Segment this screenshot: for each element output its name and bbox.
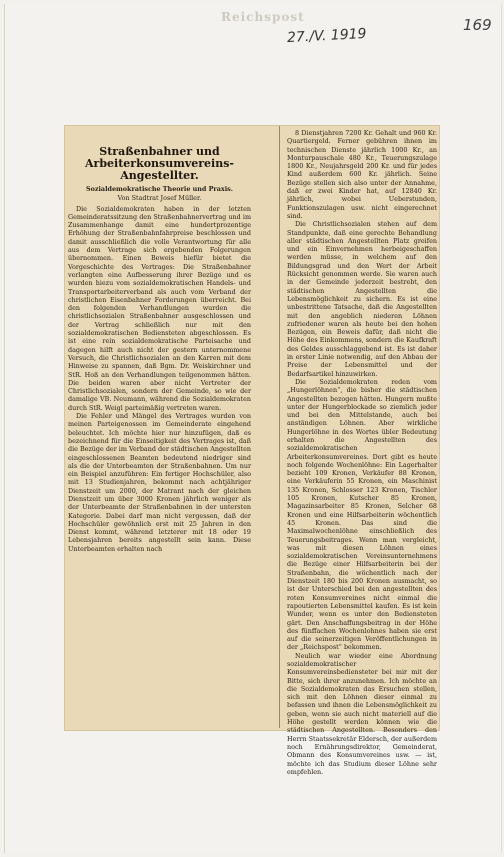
article-paragraph: Die Fehler und Mängel des Vertrages wurden von meinen Parteigenossen im Gemeinderate eingehend beleuchtet. Ich möchte hier nur hinzufügen, daß es bezeichnend für die Einseitigkeit des Vertrages ist, daß die Bezüge der im Verband der städtischen Angestellten eingeschlossenen Beamten bedeutend niedriger sind als die der Unterbeamten der Straßenbahnen. Um nur ein Beispiel anzuführen: Ein fertiger Hochschüler, also mit 13 Studienjahren, bekommt nach achtjähriger Dienstzeit um 2000, der Matrant nach der gleichen Dienstzeit um über 3000 Kronen jährlich weniger als der Unterbeamte der Straßenbahnen in der untersten Kategorie. Dabei darf man nicht vergessen, daß der Hochschüler gewöhnlich erst mit 25 Jahren in den Dienst kommt, während letzterer mit 18 oder 19 Lebensjahren bereits angestellt sein kann. Diese Unterbeamten erhalten nach — [68, 412, 251, 553]
article-paragraph: 8 Dienstjahren 7200 Kr. Gehalt und 960 Kr. Quartiergeld. Ferner gebühren ihnen im technischen Dienste jährlich 1000 Kr., an Monturpauschale 480 Kr., Teuerungszulage 1800 Kr., Neujahrsgeld 200 Kr. und für jedes Kind außerdem 600 Kr. jährlich. Seine Bezüge stellen sich also unter der Annahme, daß er zwei Kinder hat, auf 12840 Kr. jährlich, wobei Ueberstunden, Funktionszulagen usw. nicht eingerechnet sind. — [287, 129, 437, 220]
article-paragraph: Die Christlichsozialen stehen auf dem Standpunkte, daß eine gerechte Behandlung aller städtischen Angestellten Platz greifen und ein Einvernehmen herbeigeschaffen werden müsse, in welchem auf den Bildungsgrad und den Wert der Arbeit Rücksicht genommen werde. Sie waren auch in der Gemeinde jederzeit bestrebt, den städtischen Angestellten die Lebensmöglichkeit zu sichern. Es ist eine unbestrittene Tatsache, daß die Angestellten mit den angeblich niederen Löhnen zufriedener waren als heute bei den hohen Bezügen, ein Beweis dafür, daß nicht die Höhe des Einkommens, sondern die Kaufkraft des Geldes ausschlaggebend ist. Es ist daher in erster Linie notwendig, auf den Abbau der Preise der Lebensmittel und der Bedarfsartikel hinzuwirken. — [287, 220, 437, 378]
article-paragraph: Die Sozialdemokraten haben in der letzten Gemeinderatssitzung den Straßenbahnervertrag und im Zusammenhange damit eine hundertprozentige Erhöhung der Straßenbahnfahrpreise beschlossen und damit ausschließlich die volle Verantwortung für alle aus dem Vertrage sich ergebenden Folgerungen übernommen. Einen Beweis hiefür bietet die Vorgeschichte des Vertrages: Die Straßenbahner verlangten eine Aufbesserung ihrer Bezüge und es wurden hiezu vom sozialdemokratischen Handels- und Transportarbeiterverband als auch vom Verband der christlichen Eisenbahner Forderungen überreicht. Bei den folgenden Verhandlungen wurden die christlichsozialen Straßenbahner ausgeschlossen und der Vertrag schließlich nur mit den sozialdemokratischen Bediensteten abgeschlossen. Es ist eine rein sozialdemokratische Parteisache und dagegen hilft auch nicht der gestern unternommene Versuch, die Christlichsozialen an den Karren mit dem Hinweise zu spannen, daß Bgm. Dr. Weiskirchner und StR. Hoß an den Verhandlungen teilgenommen hätten. Die beiden waren aber nicht Vertreter der Christlichsozialen, sondern der Gemeinde, so wie der damalige VB. Neumann, während die Sozialdemokraten durch StR. Weigl parteimäßig vertreten waren. — [68, 204, 251, 412]
masthead-text: Reichspost — [221, 10, 305, 24]
article-paragraph: Die Sozialdemokraten reden vom „Hungerlöhnen“, die bisher die städtischen Angestellten bezogen hätten. Hungern mußte unter der Hungerblockade so ziemlich jeder und bei den Mittelstande, auch bei anständigen Löhnen. Aber wirkliche Hungerlöhne in des Wortes übler Bedeutung erhalten die Angestellten des sozialdemokratischen Arbeiterkonsumvereines. Dort gibt es heute noch folgende Wochenlöhne: Ein Lagerhalter bezieht 109 Kronen, Verkäufer 88 Kronen, eine Verkäuferin 55 Kronen, ein Maschinist 135 Kronen, Schlosser 123 Kronen, Tischler 105 Kronen, Kutscher 85 Kronen, Magazinsarbeiter 85 Kronen, Selcher 68 Kronen und eine Hilfsarbeiterin wöchentlich 45 Kronen. Das sind die Maximalwochenlöhne einschließlich des Teuerungsbeitrages. Wenn man vergleicht, was mit diesen Löhnen eines sozialdemokratischen Vereinsunternehmens die Bezüge einer Hilfsarbeiterin bei der Straßenbahn, die wöchentlich nach der Dienstzeit 180 bis 200 Kronen ausmacht, so ist der Unterschied bei den angestellten des roten Konsumvereines nicht einmal die rapoutierten Lebensmittel kaufen. Es ist kein Wunder, wenn es unter den Bediensteten gärt. Den Anschaffungsbeitrag in der Höhe des fünffachen Wochenlohnes haben sie erst auf die seinerzeitigen Veröffentlichungen in der „Reichspost“ bekommen. — [287, 377, 437, 652]
article-subhead: Sozialdemokratische Theorie und Praxis. — [86, 185, 233, 193]
article-paragraph: Neulich war wieder eine Abordnung sozialdemokratischer Konsumvereinsbediensteter bei mir mit der Bitte, sich ihrer anzunehmen. Ich möchte an die Sozialdemokraten das Ersuchen stellen, sich mit den Löhnen dieser einmal zu befassen und ihnen die Lebensmöglichkeit zu geben, wenn sie auch nicht materiell auf die Höhe gestellt werden können wie die städtischen Angestellten. Besonders den Herrn Staatssekretär Eldersch, der außerdem noch Ernährungsdirektor, Gemeinderat, Obmann des Konsumvereines usw. — ist, möchte ich das Studium dieser Löhne sehr empfehlen. — [287, 651, 437, 776]
article-column-left — [68, 126, 251, 584]
archive-page — [4, 4, 502, 853]
column-divider — [279, 126, 280, 728]
handwritten-date: 27./V. 1919 — [286, 25, 367, 47]
page-number: 169 — [463, 16, 492, 34]
article-byline: Von Stadtrat Josef Müller. — [117, 194, 202, 203]
article-headline: Straßenbahner und Arbeiterkonsumvereins-Angestellter. — [85, 145, 234, 182]
article-column-right — [287, 126, 437, 776]
newspaper-clipping — [65, 126, 439, 776]
